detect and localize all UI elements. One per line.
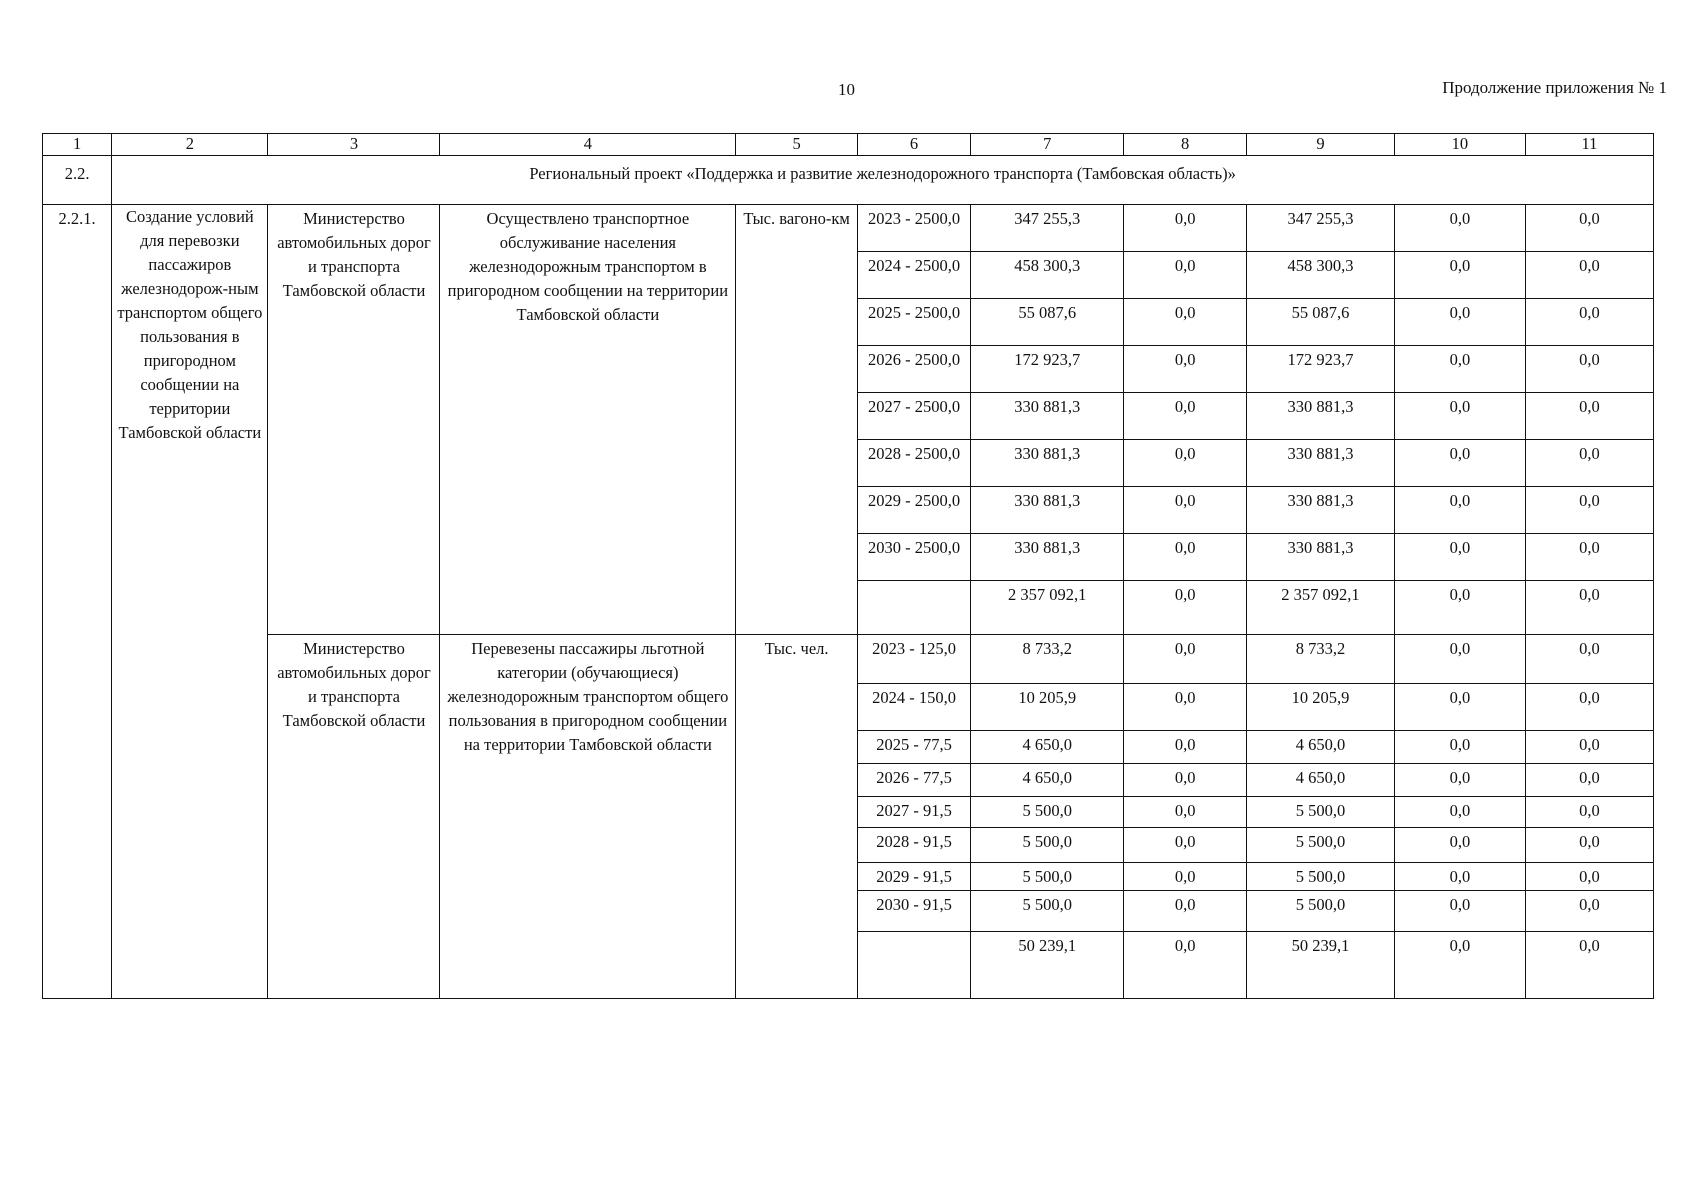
- regional-value: 5 500,0: [1247, 863, 1395, 891]
- item-code: 2.2.1.: [43, 205, 112, 999]
- column-header: 7: [971, 134, 1124, 156]
- federal-value: 0,0: [1124, 828, 1247, 863]
- regional-value: 5 500,0: [1247, 828, 1395, 863]
- other-value: 0,0: [1525, 863, 1653, 891]
- total-value: 4 650,0: [971, 731, 1124, 764]
- measurement-unit: Тыс. чел.: [736, 635, 858, 999]
- item-name: Создание условий для перевозки пассажиров железнодорож-ным транспортом общего пользования в пригородном сообщении на территории Тамбовской области: [112, 205, 268, 999]
- municipal-value: 0,0: [1394, 252, 1525, 299]
- column-header: 4: [440, 134, 736, 156]
- municipal-value: 0,0: [1394, 932, 1525, 999]
- column-header: 9: [1247, 134, 1395, 156]
- total-value: 5 500,0: [971, 828, 1124, 863]
- expected-result: Осуществлено транспортное обслуживание населения железнодорожным транспортом в пригородном сообщении на территории Тамбовской области: [440, 205, 736, 635]
- other-value: 0,0: [1525, 932, 1653, 999]
- page-number: 10: [838, 80, 855, 99]
- municipal-value: 0,0: [1394, 635, 1525, 684]
- total-value: 50 239,1: [971, 932, 1124, 999]
- total-value: 172 923,7: [971, 346, 1124, 393]
- federal-value: 0,0: [1124, 891, 1247, 932]
- municipal-value: 0,0: [1394, 205, 1525, 252]
- federal-value: 0,0: [1124, 797, 1247, 828]
- other-value: 0,0: [1525, 731, 1653, 764]
- municipal-value: 0,0: [1394, 299, 1525, 346]
- total-value: 330 881,3: [971, 534, 1124, 581]
- regional-value: 8 733,2: [1247, 635, 1395, 684]
- total-value: 330 881,3: [971, 393, 1124, 440]
- federal-value: 0,0: [1124, 299, 1247, 346]
- column-header: 11: [1525, 134, 1653, 156]
- regional-value: 5 500,0: [1247, 891, 1395, 932]
- project-code: 2.2.: [43, 156, 112, 205]
- column-header: 8: [1124, 134, 1247, 156]
- other-value: 0,0: [1525, 534, 1653, 581]
- other-value: 0,0: [1525, 581, 1653, 635]
- federal-value: 0,0: [1124, 863, 1247, 891]
- appendix-continuation-note: Продолжение приложения № 1: [1442, 78, 1667, 97]
- year-target: [857, 581, 970, 635]
- other-value: 0,0: [1525, 299, 1653, 346]
- year-target: 2023 - 125,0: [857, 635, 970, 684]
- municipal-value: 0,0: [1394, 684, 1525, 731]
- municipal-value: 0,0: [1394, 346, 1525, 393]
- total-value: 330 881,3: [971, 440, 1124, 487]
- regional-value: 5 500,0: [1247, 797, 1395, 828]
- regional-value: 347 255,3: [1247, 205, 1395, 252]
- other-value: 0,0: [1525, 635, 1653, 684]
- year-target: 2023 - 2500,0: [857, 205, 970, 252]
- column-header: 1: [43, 134, 112, 156]
- table-row: [43, 635, 1654, 684]
- municipal-value: 0,0: [1394, 891, 1525, 932]
- regional-value: 330 881,3: [1247, 487, 1395, 534]
- other-value: 0,0: [1525, 205, 1653, 252]
- municipal-value: 0,0: [1394, 393, 1525, 440]
- responsible-executor: Министерство автомобильных дорог и транспорта Тамбовской области: [268, 205, 440, 635]
- federal-value: 0,0: [1124, 205, 1247, 252]
- year-target: 2024 - 150,0: [857, 684, 970, 731]
- total-value: 458 300,3: [971, 252, 1124, 299]
- federal-value: 0,0: [1124, 393, 1247, 440]
- year-target: 2030 - 2500,0: [857, 534, 970, 581]
- year-target: 2030 - 91,5: [857, 891, 970, 932]
- total-value: 330 881,3: [971, 487, 1124, 534]
- municipal-value: 0,0: [1394, 764, 1525, 797]
- total-value: 5 500,0: [971, 797, 1124, 828]
- regional-value: 4 650,0: [1247, 764, 1395, 797]
- municipal-value: 0,0: [1394, 828, 1525, 863]
- regional-value: 330 881,3: [1247, 534, 1395, 581]
- appendix-table: [42, 133, 1654, 999]
- total-value: 10 205,9: [971, 684, 1124, 731]
- total-value: 5 500,0: [971, 891, 1124, 932]
- other-value: 0,0: [1525, 440, 1653, 487]
- measurement-unit: Тыс. вагоно-км: [736, 205, 858, 635]
- column-header: 3: [268, 134, 440, 156]
- federal-value: 0,0: [1124, 252, 1247, 299]
- table-row: [43, 205, 1654, 252]
- year-target: 2028 - 91,5: [857, 828, 970, 863]
- municipal-value: 0,0: [1394, 440, 1525, 487]
- total-value: 347 255,3: [971, 205, 1124, 252]
- other-value: 0,0: [1525, 252, 1653, 299]
- year-target: 2024 - 2500,0: [857, 252, 970, 299]
- column-header: 6: [857, 134, 970, 156]
- other-value: 0,0: [1525, 828, 1653, 863]
- municipal-value: 0,0: [1394, 731, 1525, 764]
- municipal-value: 0,0: [1394, 797, 1525, 828]
- column-header: 5: [736, 134, 858, 156]
- year-target: 2027 - 2500,0: [857, 393, 970, 440]
- total-value: 8 733,2: [971, 635, 1124, 684]
- other-value: 0,0: [1525, 684, 1653, 731]
- other-value: 0,0: [1525, 487, 1653, 534]
- project-title: Региональный проект «Поддержка и развитие железнодорожного транспорта (Тамбовская область)»: [112, 156, 1654, 205]
- year-target: 2029 - 2500,0: [857, 487, 970, 534]
- federal-value: 0,0: [1124, 764, 1247, 797]
- year-target: 2028 - 2500,0: [857, 440, 970, 487]
- column-header: 10: [1394, 134, 1525, 156]
- municipal-value: 0,0: [1394, 534, 1525, 581]
- municipal-value: 0,0: [1394, 487, 1525, 534]
- federal-value: 0,0: [1124, 440, 1247, 487]
- other-value: 0,0: [1525, 797, 1653, 828]
- federal-value: 0,0: [1124, 346, 1247, 393]
- federal-value: 0,0: [1124, 731, 1247, 764]
- total-value: 55 087,6: [971, 299, 1124, 346]
- regional-value: 50 239,1: [1247, 932, 1395, 999]
- federal-value: 0,0: [1124, 581, 1247, 635]
- expected-result: Перевезены пассажиры льготной категории (обучающиеся) железнодорожным транспортом общего пользования в пригородном сообщении на территории Тамбовской области: [440, 635, 736, 999]
- federal-value: 0,0: [1124, 534, 1247, 581]
- other-value: 0,0: [1525, 764, 1653, 797]
- total-value: 2 357 092,1: [971, 581, 1124, 635]
- responsible-executor: Министерство автомобильных дорог и транспорта Тамбовской области: [268, 635, 440, 999]
- other-value: 0,0: [1525, 393, 1653, 440]
- municipal-value: 0,0: [1394, 863, 1525, 891]
- total-value: 5 500,0: [971, 863, 1124, 891]
- column-number-row: [43, 134, 1654, 156]
- column-header: 2: [112, 134, 268, 156]
- year-target: 2026 - 77,5: [857, 764, 970, 797]
- total-value: 4 650,0: [971, 764, 1124, 797]
- year-target: 2027 - 91,5: [857, 797, 970, 828]
- regional-value: 172 923,7: [1247, 346, 1395, 393]
- project-row: [43, 156, 1654, 205]
- year-target: 2025 - 2500,0: [857, 299, 970, 346]
- municipal-value: 0,0: [1394, 581, 1525, 635]
- other-value: 0,0: [1525, 891, 1653, 932]
- regional-value: 55 087,6: [1247, 299, 1395, 346]
- regional-value: 10 205,9: [1247, 684, 1395, 731]
- federal-value: 0,0: [1124, 932, 1247, 999]
- regional-value: 458 300,3: [1247, 252, 1395, 299]
- regional-value: 2 357 092,1: [1247, 581, 1395, 635]
- year-target: 2029 - 91,5: [857, 863, 970, 891]
- year-target: 2025 - 77,5: [857, 731, 970, 764]
- federal-value: 0,0: [1124, 487, 1247, 534]
- year-target: [857, 932, 970, 999]
- federal-value: 0,0: [1124, 635, 1247, 684]
- other-value: 0,0: [1525, 346, 1653, 393]
- federal-value: 0,0: [1124, 684, 1247, 731]
- regional-value: 330 881,3: [1247, 393, 1395, 440]
- regional-value: 4 650,0: [1247, 731, 1395, 764]
- year-target: 2026 - 2500,0: [857, 346, 970, 393]
- regional-value: 330 881,3: [1247, 440, 1395, 487]
